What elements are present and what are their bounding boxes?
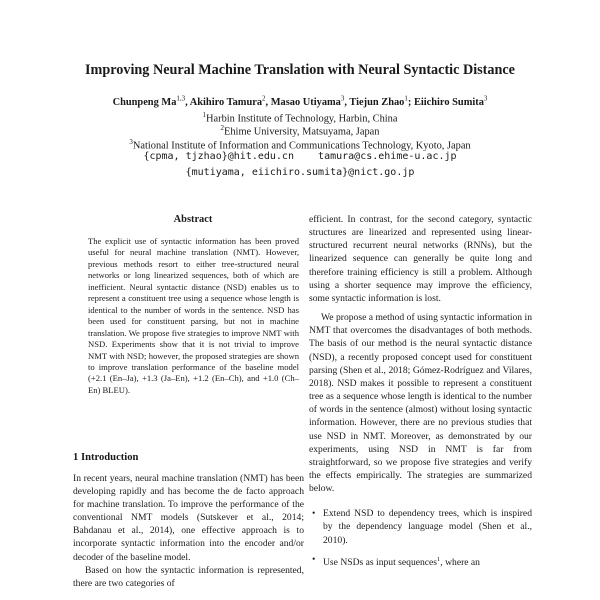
paper-title: Improving Neural Machine Translation with Neural Syntactic Distance (85, 62, 515, 78)
list-item: • Use NSDs as input sequences$^1$, where an (312, 553, 480, 568)
abstract-heading: Abstract (173, 214, 213, 225)
email-line: {mutiyama, eiichiro.sumita}@nict.go.jp (185, 167, 415, 178)
bullet-icon: • (312, 553, 316, 565)
affiliation: $^3$National Institute of Information and Communications Technology, Kyoto, Japan (129, 138, 471, 152)
author: Eiichiro Sumita$^3$ (413, 95, 488, 109)
abstract-text: The explicit use of syntactic information has been proved useful for neural machine translation (NMT). However, previous methods resort to either tree-structured neural networks or long linearized sequences, both of which are inefficient. Neural syntactic distance (NSD) enables us to represent a constituent tree using a sequence whose length is identical to the number of words in the sentence. NSD has been used for constituent parsing, but not in machine translation. We propose five strategies to improve NMT with NSD. Experiments show that it is not trivial to improve NMT with NSD; however, the proposed strategies are shown to improve translation performance of the baseline model (+2.1 (En–Ja), +1.3 (Ja–En), +1.2 (En–Ch), and +1.0 (Ch–En) BLEU). (88, 236, 299, 395)
paragraph: Based on how the syntactic information is represented, there are two categories of (73, 564, 304, 589)
section-heading: 1 Introduction (73, 452, 139, 463)
author: Masao Utiyama$^3$, (270, 95, 350, 109)
list-item: • Extend NSD to dependency trees, which is inspired by the dependency language model (Shen et al., 2010). (312, 508, 532, 546)
strategy-list (309, 507, 532, 569)
paragraph: We propose a method of using syntactic information in NMT that overcomes the disadvantages of both methods. The basis of our method is the neural syntactic distance (NSD), a recently proposed concept used for constituent parsing (Shen et al., 2018; Gómez-Rodríguez and Vilares, 2018). NSD makes it possible to represent a constituent tree as a sequence whose length is identical to the number of words in the sentence (almost) without losing syntactic information. However, there are no previous studies that use NSD in NMT. Moreover, as demonstrated by our experiments, using NSD in NMT is far from straightforward, so we propose five strategies and verify the effects empirically. The strategies are summarized below. (309, 312, 532, 495)
email-line: {cpma, tjzhao}@hit.edu.cn tamura@cs.ehime-u.ac.jp (143, 151, 457, 162)
affiliation: $^2$Ehime University, Matsuyama, Japan (220, 124, 380, 138)
affiliation: $^1$Harbin Institute of Technology, Harbin, China (202, 111, 398, 125)
right-column (309, 213, 532, 575)
author-list (0, 95, 600, 108)
paragraph: efficient. In contrast, for the second category, syntactic structures are linearized and represented using linear-structured recurrent neural networks (RNNs), but the linearized sequence can generally be quite long and therefore training efficiency is still a problem. Although using a shorter sequence may improve the efficiency, some syntactic information is lost. (309, 214, 532, 304)
author: Tiejun Zhao$^1$; (349, 95, 414, 109)
footnote-mark: 1 (437, 555, 441, 563)
author: Akihiro Tamura$^2$, (189, 95, 271, 109)
bullet-icon: • (312, 508, 316, 520)
paragraph: In recent years, neural machine translation (NMT) has been developing rapidly and has become the de facto approach for machine translation. To improve the performance of the conventional NMT models (Sutskever et al., 2014; Bahdanau et al., 2014), one effective approach is to incorporate syntactic information into the encoder and/or decoder of the baseline model. (73, 473, 304, 563)
introduction-body (73, 472, 304, 590)
author: Chunpeng Ma$^{1,3}$, (112, 95, 190, 109)
